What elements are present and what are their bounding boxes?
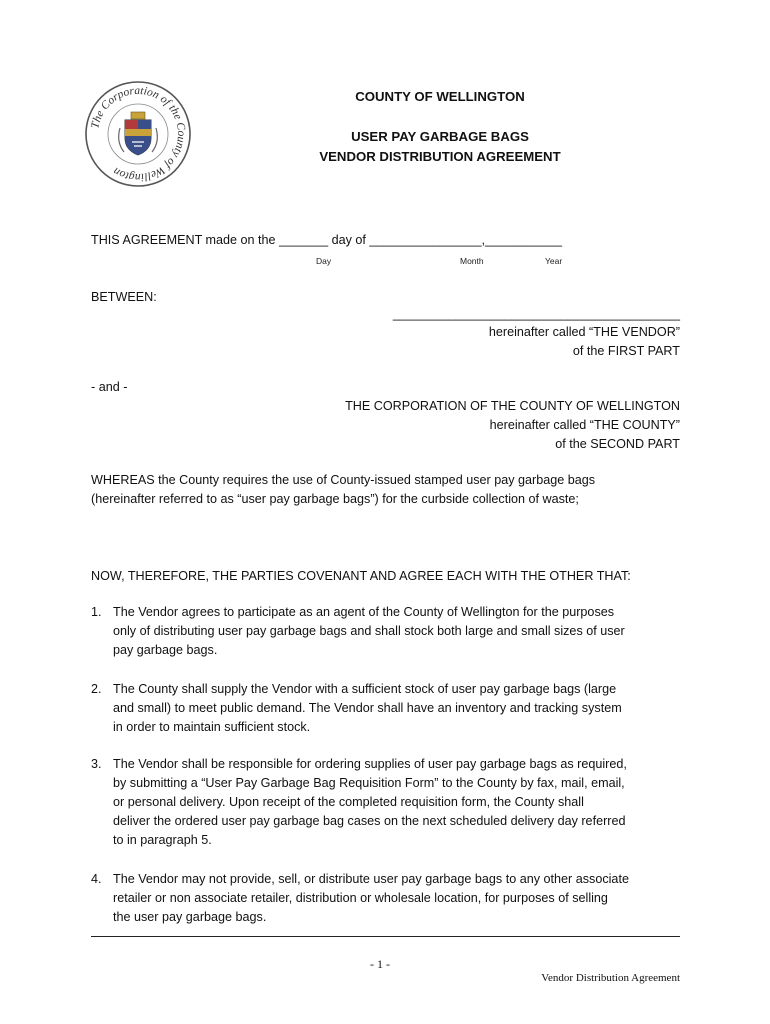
clause-line: The Vendor shall be responsible for ordering supplies of user pay garbage bags as required,	[113, 757, 627, 771]
clause-line: The County shall supply the Vendor with a sufficient stock of user pay garbage bags (large	[113, 682, 617, 696]
clause-line: only of distributing user pay garbage bags and shall stock both large and small sizes of user	[113, 624, 625, 638]
title-line-2: VENDOR DISTRIBUTION AGREEMENT	[319, 149, 561, 164]
clause-line: the user pay garbage bags.	[113, 910, 267, 924]
svg-text:The Corporation of the County: The Corporation of the County of Wellington	[89, 84, 188, 184]
clause-line: The Vendor may not provide, sell, or distribute user pay garbage bags to any other associate	[113, 872, 629, 886]
county-part: of the SECOND PART	[555, 437, 680, 451]
whereas-line-1: WHEREAS the County requires the use of County-issued stamped user pay garbage bags	[91, 473, 596, 487]
vendor-name-blank: _________________________________________	[392, 307, 680, 321]
clause-line: by submitting a “User Pay Garbage Bag Requisition Form” to the County by fax, mail, email,	[113, 776, 625, 790]
clause-number: 2.	[91, 682, 102, 696]
and-separator: - and -	[91, 380, 128, 394]
clause-line: in order to maintain sufficient stock.	[113, 720, 311, 734]
vendor-called: hereinafter called “THE VENDOR”	[488, 325, 680, 339]
covenant-heading: NOW, THEREFORE, THE PARTIES COVENANT AND AGREE EACH WITH THE OTHER THAT:	[91, 569, 631, 583]
clause-line: and small) to meet public demand. The Vendor shall have an inventory and tracking system	[113, 701, 622, 715]
year-label: Year	[545, 256, 563, 266]
clause-2	[91, 680, 681, 737]
clause-3	[91, 755, 681, 850]
footer-divider	[91, 936, 680, 937]
agreement-date-line: THIS AGREEMENT made on the _______ day of ________________,___________	[91, 233, 562, 247]
clause-4	[91, 870, 681, 927]
page-number: - 1 -	[370, 957, 390, 971]
clause-line: deliver the ordered user pay garbage bag cases on the next scheduled delivery day referred	[113, 814, 626, 828]
vendor-part: of the FIRST PART	[572, 344, 680, 358]
day-label: Day	[316, 256, 332, 266]
county-heading: COUNTY OF WELLINGTON	[355, 89, 525, 104]
clause-line: The Vendor agrees to participate as an agent of the County of Wellington for the purposes	[113, 605, 615, 619]
clause-line: pay garbage bags.	[113, 643, 218, 657]
clause-line: or personal delivery. Upon receipt of the completed requisition form, the County shall	[113, 795, 584, 809]
clause-number: 1.	[91, 605, 102, 619]
between-label: BETWEEN:	[91, 290, 157, 304]
clause-1	[91, 603, 681, 660]
clause-line: to in paragraph 5.	[113, 833, 212, 847]
clause-number: 4.	[91, 872, 102, 886]
county-seal-logo	[84, 80, 192, 188]
footer-label: Vendor Distribution Agreement	[541, 972, 680, 984]
clause-line: retailer or non associate retailer, distribution or wholesale location, for purposes of selling	[113, 891, 608, 905]
county-called: hereinafter called “THE COUNTY”	[489, 418, 680, 432]
document-title-block	[230, 87, 650, 167]
whereas-line-2: (hereinafter referred to as “user pay garbage bags”) for the curbside collection of waste;	[91, 492, 579, 506]
title-line-1: USER PAY GARBAGE BAGS	[351, 129, 529, 144]
county-party-name: THE CORPORATION OF THE COUNTY OF WELLINGTON	[345, 399, 680, 413]
month-label: Month	[460, 256, 484, 266]
clause-number: 3.	[91, 757, 102, 771]
